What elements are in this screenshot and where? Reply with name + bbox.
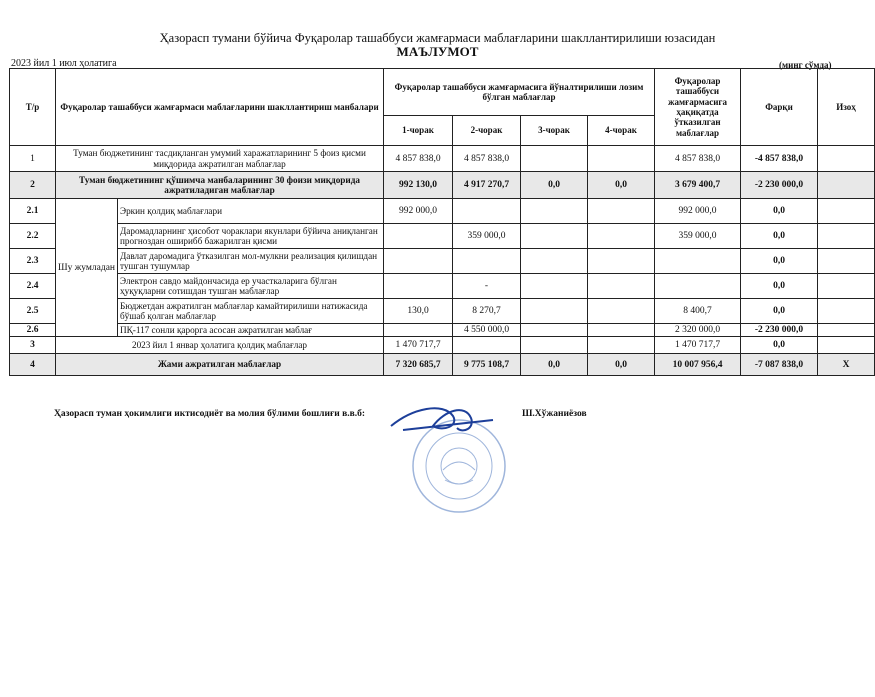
row-name: ПҚ-117 сонли қарорга асосан ажратилган маблағ <box>118 324 384 337</box>
row-name: 2023 йил 1 январ ҳолатига қолдиқ маблағлар <box>56 337 384 354</box>
cell-q4 <box>588 324 655 337</box>
cell-q2 <box>453 337 521 354</box>
cell-q2: - <box>453 274 521 299</box>
signature-name: Ш.Хўжаниёзов <box>522 409 587 419</box>
cell-note <box>818 274 875 299</box>
cell-actual <box>655 249 741 274</box>
cell-q2: 4 550 000,0 <box>453 324 521 337</box>
row-name: Бюджетдан ажратилган маблағлар камайтирилиши натижасида бўшаб қолган маблағлар <box>118 299 384 324</box>
cell-q3 <box>521 324 588 337</box>
row-num: 1 <box>10 146 56 172</box>
cell-q3 <box>521 337 588 354</box>
cell-note <box>818 324 875 337</box>
cell-actual: 2 320 000,0 <box>655 324 741 337</box>
cell-actual: 1 470 717,7 <box>655 337 741 354</box>
row-num: 2.2 <box>10 224 56 249</box>
cell-note <box>818 249 875 274</box>
funds-table <box>9 68 875 376</box>
cell-q3 <box>521 299 588 324</box>
cell-note <box>818 199 875 224</box>
cell-actual: 992 000,0 <box>655 199 741 224</box>
cell-q1 <box>384 274 453 299</box>
cell-q4 <box>588 249 655 274</box>
signature-position: Ҳазорасп туман ҳокимлиги иктисодиёт ва молия бўлими бошлиғи в.в.б: <box>54 409 366 419</box>
row-num: 2.6 <box>10 324 56 337</box>
cell-q4 <box>588 199 655 224</box>
table-row <box>10 249 875 274</box>
cell-diff: -4 857 838,0 <box>741 146 818 172</box>
group-label: Шу жумладан <box>56 199 118 337</box>
document-heading: МАЪЛУМОТ <box>396 44 479 59</box>
cell-q1 <box>384 249 453 274</box>
row-name: Туман бюджетининг тасдиқланган умумий харажатларининг 5 фоиз қисми миқдорида ажратилган маблағлар <box>56 146 384 172</box>
signature-mark <box>391 408 493 430</box>
cell-q4 <box>588 224 655 249</box>
cell-q4 <box>588 274 655 299</box>
cell-q3: 0,0 <box>521 172 588 199</box>
table-row <box>10 199 875 224</box>
document-title: Ҳазорасп тумани бўйича Фуқаролар ташаббуси жамғармаси маблағларини шакллантирилиши юзасидан <box>159 31 716 45</box>
table-row <box>10 299 875 324</box>
col-header-actual: Фуқаролар ташаббуси жамғармасига ҳақиқатда ўтказилган маблағлар <box>655 69 741 146</box>
cell-q2 <box>453 199 521 224</box>
row-num: 2.3 <box>10 249 56 274</box>
cell-q3 <box>521 146 588 172</box>
cell-diff: -2 230 000,0 <box>741 324 818 337</box>
cell-q3 <box>521 199 588 224</box>
cell-actual <box>655 274 741 299</box>
table-row <box>10 274 875 299</box>
cell-q1 <box>384 224 453 249</box>
cell-q4 <box>588 337 655 354</box>
cell-q3 <box>521 249 588 274</box>
table-row <box>10 146 875 172</box>
cell-q2: 9 775 108,7 <box>453 354 521 376</box>
cell-actual: 3 679 400,7 <box>655 172 741 199</box>
cell-diff: 0,0 <box>741 299 818 324</box>
col-header-note: Изоҳ <box>818 69 875 146</box>
cell-q3 <box>521 274 588 299</box>
row-num: 4 <box>10 354 56 376</box>
table-row-total <box>10 354 875 376</box>
cell-q3: 0,0 <box>521 354 588 376</box>
cell-q4: 0,0 <box>588 354 655 376</box>
cell-note <box>818 337 875 354</box>
cell-q3 <box>521 224 588 249</box>
cell-note <box>818 299 875 324</box>
col-header-num: Т/р <box>10 69 56 146</box>
row-name: Туман бюджетининг қўшимча манбаларининг 30 фоизи миқдорида ажратиладиган маблағлар <box>56 172 384 199</box>
cell-q1: 7 320 685,7 <box>384 354 453 376</box>
col-header-diff: Фарқи <box>741 69 818 146</box>
cell-q1: 4 857 838,0 <box>384 146 453 172</box>
row-name: Жами ажратилган маблағлар <box>56 354 384 376</box>
cell-q4 <box>588 146 655 172</box>
cell-q1: 992 000,0 <box>384 199 453 224</box>
col-header-planned: Фуқаролар ташаббуси жамғармасига йўналтирилиши лозим бўлган маблағлар <box>384 69 655 116</box>
cell-q2: 4 917 270,7 <box>453 172 521 199</box>
row-name: Даромадларнинг ҳисобот чораклари якунлари бўйича аниқланган прогноздан оширибб бажарилган қисми <box>118 224 384 249</box>
row-name: Эркин қолдиқ маблағлари <box>118 199 384 224</box>
row-num: 2.5 <box>10 299 56 324</box>
row-name: Электрон савдо майдончасида ер участкаларига бўлган ҳуқуқларни сотишдан тушган маблағлар <box>118 274 384 299</box>
cell-q2 <box>453 249 521 274</box>
row-num: 2.4 <box>10 274 56 299</box>
cell-diff: 0,0 <box>741 224 818 249</box>
cell-note: Х <box>818 354 875 376</box>
as-of-date: 2023 йил 1 июл ҳолатига <box>11 58 117 69</box>
col-header-name: Фуқаролар ташаббуси жамғармаси маблағларини шакллантириш манбалари <box>56 69 384 146</box>
col-header-q1: 1-чорак <box>384 116 453 146</box>
cell-actual: 10 007 956,4 <box>655 354 741 376</box>
cell-diff: 0,0 <box>741 249 818 274</box>
cell-q2: 8 270,7 <box>453 299 521 324</box>
cell-q4: 0,0 <box>588 172 655 199</box>
cell-q1: 1 470 717,7 <box>384 337 453 354</box>
cell-actual: 359 000,0 <box>655 224 741 249</box>
row-num: 3 <box>10 337 56 354</box>
official-stamp <box>383 398 521 516</box>
cell-diff: -2 230 000,0 <box>741 172 818 199</box>
cell-note <box>818 224 875 249</box>
unit-label: (минг сўмда) <box>779 60 832 70</box>
table-row <box>10 337 875 354</box>
cell-diff: 0,0 <box>741 274 818 299</box>
cell-note <box>818 172 875 199</box>
cell-diff: -7 087 838,0 <box>741 354 818 376</box>
table-row <box>10 172 875 199</box>
col-header-q4: 4-чорак <box>588 116 655 146</box>
col-header-q3: 3-чорак <box>521 116 588 146</box>
cell-diff: 0,0 <box>741 199 818 224</box>
cell-q1 <box>384 324 453 337</box>
cell-diff: 0,0 <box>741 337 818 354</box>
cell-actual: 8 400,7 <box>655 299 741 324</box>
cell-actual: 4 857 838,0 <box>655 146 741 172</box>
row-num: 2.1 <box>10 199 56 224</box>
row-name: Давлат даромадига ўтказилган мол-мулкни реализация қилишдан тушган тушумлар <box>118 249 384 274</box>
cell-q2: 4 857 838,0 <box>453 146 521 172</box>
cell-q2: 359 000,0 <box>453 224 521 249</box>
col-header-q2: 2-чорак <box>453 116 521 146</box>
cell-note <box>818 146 875 172</box>
table-row <box>10 224 875 249</box>
row-num: 2 <box>10 172 56 199</box>
table-row <box>10 324 875 337</box>
cell-q4 <box>588 299 655 324</box>
cell-q1: 130,0 <box>384 299 453 324</box>
cell-q1: 992 130,0 <box>384 172 453 199</box>
